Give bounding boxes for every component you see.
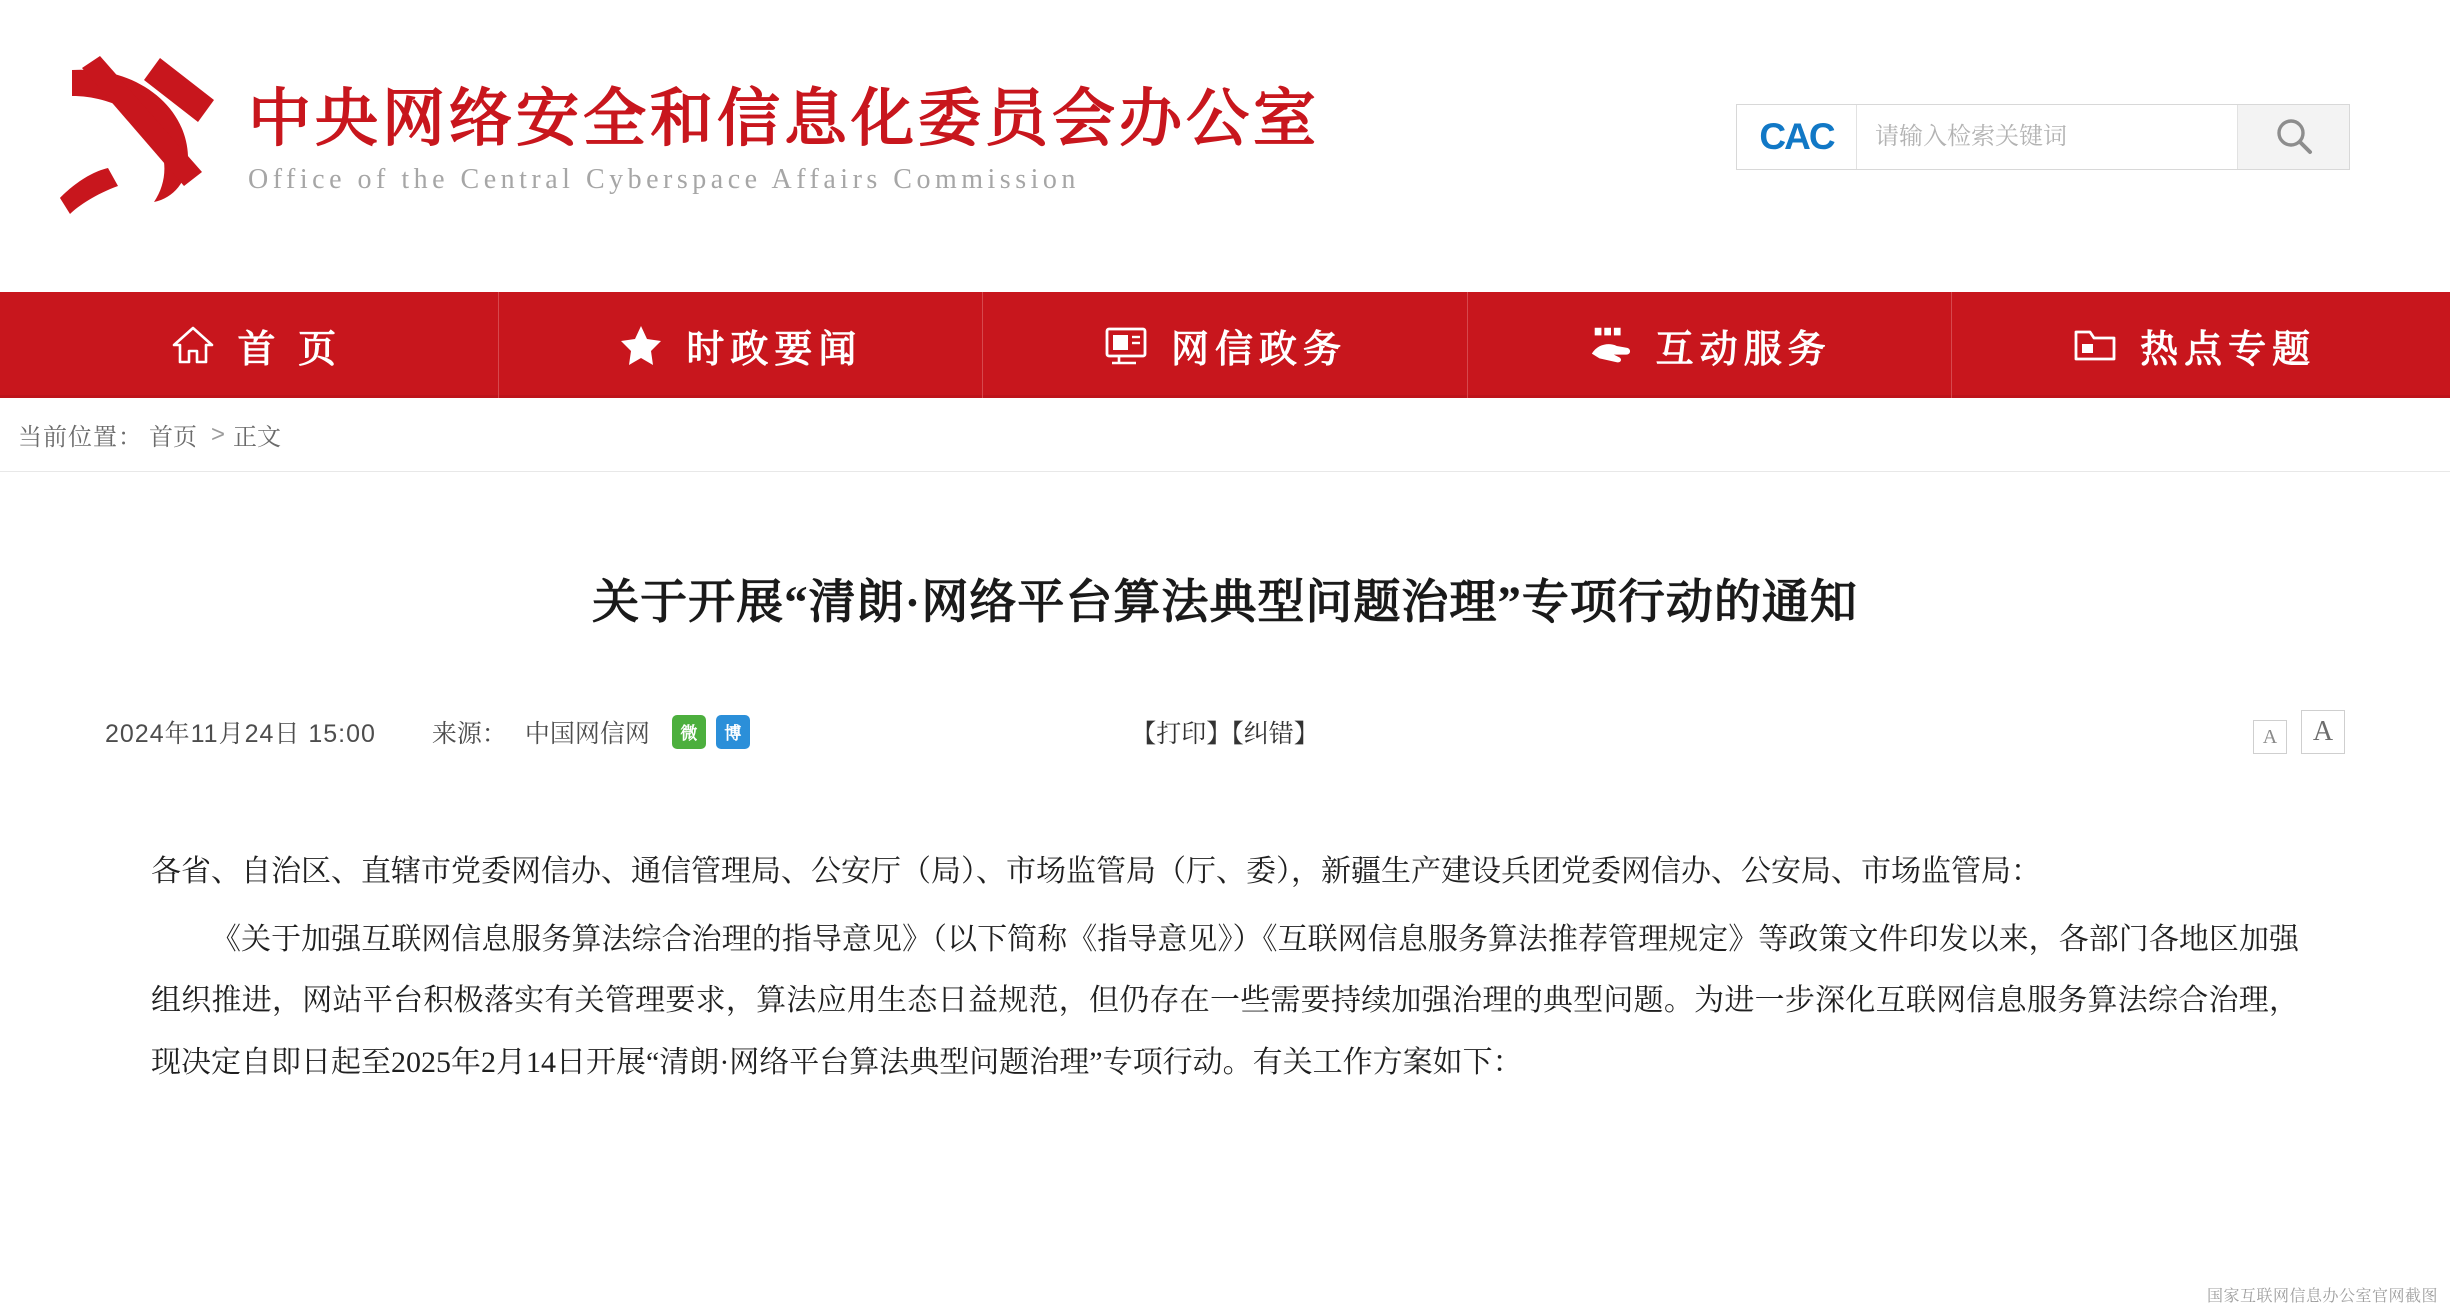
nav-label: 互动服务 bbox=[1655, 328, 1832, 371]
wechat-share-icon[interactable]: 微 bbox=[672, 715, 706, 749]
print-link[interactable]: 【打印】 bbox=[1131, 719, 1232, 748]
weibo-share-icon[interactable]: 博 bbox=[716, 715, 750, 749]
article-paragraph: 各省、自治区、直辖市党委网信办、通信管理局、公安厅（局）、市场监管局（厅、委），新疆生产建设兵团党委网信办、公安局、市场监管局： bbox=[151, 855, 2041, 889]
page-title: 关于开展“清朗·网络平台算法典型问题治理”专项行动的通知 bbox=[592, 577, 1858, 630]
site-title-cn: 中央网络安全和信息化委员会办公室 bbox=[248, 83, 1320, 154]
breadcrumb-label: 当前位置： bbox=[18, 424, 143, 451]
article-date: 2024年11月24日 15:00 bbox=[105, 719, 376, 748]
site-header bbox=[0, 0, 2450, 292]
font-size-controls bbox=[2253, 710, 2345, 754]
cac-logo-text: CAC bbox=[1759, 116, 1834, 157]
nav-label: 首 页 bbox=[237, 328, 343, 371]
watermark: 国家互联网信息办公室官网截图 bbox=[2203, 1281, 2442, 1308]
search-input[interactable] bbox=[1857, 105, 2237, 169]
nav-item-topics[interactable] bbox=[1952, 292, 2436, 398]
article bbox=[105, 472, 2345, 1093]
search-button[interactable] bbox=[2237, 105, 2349, 169]
breadcrumb-separator: > bbox=[211, 420, 226, 448]
party-emblem-icon bbox=[38, 52, 234, 220]
site-title-en: Office of the Central Cyberspace Affairs Commission bbox=[248, 164, 1080, 196]
cac-logo bbox=[1737, 105, 1857, 169]
main-nav bbox=[0, 292, 2450, 398]
search-area bbox=[1736, 104, 2350, 170]
correction-link[interactable]: 【纠错】 bbox=[1231, 719, 1319, 748]
site-logo[interactable] bbox=[38, 52, 1320, 220]
star-icon bbox=[618, 322, 664, 368]
nav-item-home[interactable] bbox=[14, 292, 499, 398]
article-meta-bar bbox=[105, 699, 2345, 765]
font-size-decrease-button[interactable] bbox=[2253, 720, 2287, 754]
breadcrumb-home-link[interactable]: 首页 bbox=[149, 424, 197, 451]
folder-icon bbox=[2072, 322, 2118, 368]
breadcrumb bbox=[0, 398, 2450, 472]
nav-label: 热点专题 bbox=[2140, 328, 2317, 371]
home-icon bbox=[170, 322, 216, 368]
article-paragraph: 《关于加强互联网信息服务算法综合治理的指导意见》（以下简称《指导意见》）《互联网信息服务算法推荐管理规定》等政策文件印发以来，各部门各地区加强组织推进，网站平台积极落实有关管理要求，算法应用生态日益规范，但仍存在一些需要持续加强治理的典型问题。为进一步深化互联网信息服务算法综合治理，现决定自即日起至2025年2月14日开展“清朗·网络平台算法典型问题治理”专项行动。有关工作方案如下： bbox=[151, 922, 2299, 1079]
breadcrumb-current: 正文 bbox=[233, 424, 282, 451]
font-size-increase-button[interactable] bbox=[2301, 710, 2345, 754]
article-body bbox=[105, 841, 2345, 1093]
monitor-icon bbox=[1103, 322, 1149, 368]
article-source-value: 中国网信网 bbox=[524, 719, 650, 748]
nav-label: 时政要闻 bbox=[686, 328, 863, 371]
search-icon bbox=[2271, 114, 2317, 160]
nav-label: 网信政务 bbox=[1170, 328, 1347, 371]
article-source-label: 来源： bbox=[431, 719, 507, 748]
font-size-large-label: A bbox=[2312, 715, 2334, 747]
article-meta-left bbox=[105, 714, 750, 750]
hand-icon bbox=[1588, 322, 1634, 368]
nav-item-service[interactable] bbox=[1468, 292, 1953, 398]
article-tools bbox=[1131, 714, 1319, 750]
nav-item-affairs[interactable] bbox=[983, 292, 1468, 398]
nav-item-news[interactable] bbox=[499, 292, 984, 398]
share-icons bbox=[672, 715, 750, 749]
font-size-small-label: A bbox=[2262, 725, 2278, 748]
